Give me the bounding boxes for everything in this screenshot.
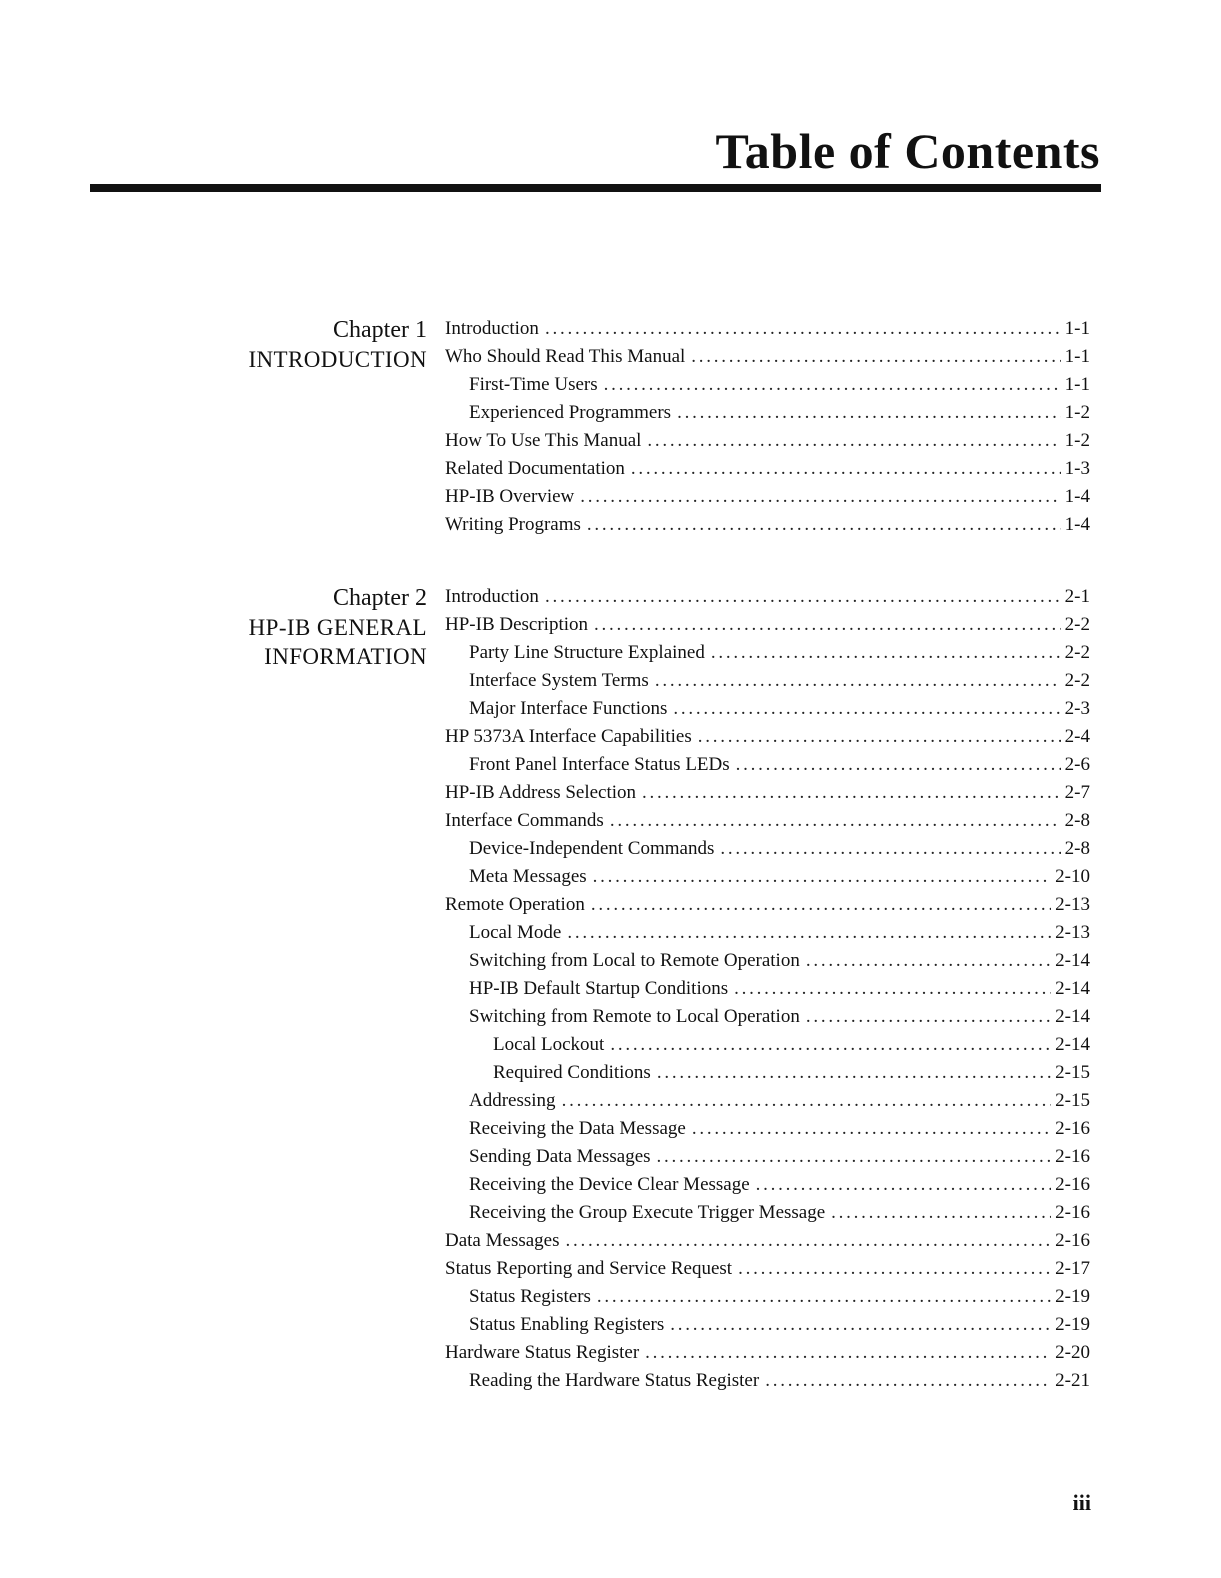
toc-entry-page: 2-6 <box>1064 754 1090 775</box>
toc-entry <box>445 1090 1090 1118</box>
toc-entry-page: 2-2 <box>1064 670 1090 691</box>
toc-entry-title: Interface Commands <box>445 810 604 831</box>
toc-entry-title: Related Documentation <box>445 458 625 479</box>
toc-entry-page: 2-16 <box>1055 1202 1090 1223</box>
dot-leader <box>657 1062 1051 1084</box>
dot-leader <box>567 922 1051 944</box>
toc-entry-page: 2-13 <box>1055 894 1090 915</box>
dot-leader <box>593 866 1052 888</box>
toc-entry <box>445 1202 1090 1230</box>
toc-entry-page: 1-4 <box>1064 486 1090 507</box>
dot-leader <box>711 642 1061 664</box>
dot-leader <box>594 614 1061 636</box>
toc-entry <box>445 1258 1090 1286</box>
toc-entry <box>445 1118 1090 1146</box>
chapter-1-toc-list <box>445 318 1090 542</box>
toc-entry-title: Front Panel Interface Status LEDs <box>469 754 730 775</box>
dot-leader <box>806 1006 1051 1028</box>
toc-entry <box>445 670 1090 698</box>
toc-entry-title: Introduction <box>445 318 539 339</box>
toc-entry <box>445 1034 1090 1062</box>
dot-leader <box>734 978 1051 1000</box>
dot-leader <box>647 430 1060 452</box>
dot-leader <box>692 1118 1051 1140</box>
toc-entry-title: Addressing <box>469 1090 556 1111</box>
dot-leader <box>698 726 1061 748</box>
toc-entry-page: 1-1 <box>1064 318 1090 339</box>
chapter-2-heading <box>249 584 427 671</box>
chapter-2-number: Chapter 2 <box>333 585 427 611</box>
dot-leader <box>720 838 1060 860</box>
toc-entry <box>445 838 1090 866</box>
toc-entry-page: 2-17 <box>1055 1258 1090 1279</box>
toc-entry-title: Data Messages <box>445 1230 560 1251</box>
toc-entry-page: 2-20 <box>1055 1342 1090 1363</box>
dot-leader <box>657 1146 1052 1168</box>
toc-entry-title: Experienced Programmers <box>469 402 672 423</box>
dot-leader <box>756 1174 1052 1196</box>
toc-entry-title: Status Enabling Registers <box>469 1314 665 1335</box>
toc-entry-title: Meta Messages <box>469 866 587 887</box>
toc-entry <box>445 726 1090 754</box>
dot-leader <box>806 950 1051 972</box>
toc-entry <box>445 894 1090 922</box>
toc-entry-title: Remote Operation <box>445 894 585 915</box>
toc-entry-page: 1-4 <box>1064 514 1090 535</box>
toc-entry-page: 2-2 <box>1064 614 1090 635</box>
toc-entry-page: 2-4 <box>1064 726 1090 747</box>
toc-entry <box>445 922 1090 950</box>
toc-entry-title: HP 5373A Interface Capabilities <box>445 726 692 747</box>
toc-entry <box>445 810 1090 838</box>
toc-entry-title: HP-IB Overview <box>445 486 575 507</box>
toc-entry <box>445 1286 1090 1314</box>
toc-entry-page: 2-8 <box>1064 838 1090 859</box>
toc-entry-page: 2-21 <box>1055 1370 1090 1391</box>
toc-entry-title: Party Line Structure Explained <box>469 642 705 663</box>
toc-entry-title: Required Conditions <box>493 1062 651 1083</box>
toc-entry <box>445 642 1090 670</box>
toc-entry <box>445 978 1090 1006</box>
toc-entry-page: 2-14 <box>1055 1006 1090 1027</box>
toc-entry-title: Status Reporting and Service Request <box>445 1258 733 1279</box>
dot-leader <box>580 486 1060 508</box>
dot-leader <box>562 1090 1052 1112</box>
dot-leader <box>670 1314 1051 1336</box>
toc-entry <box>445 950 1090 978</box>
chapter-1-number: Chapter 1 <box>333 317 427 343</box>
toc-entry-page: 2-3 <box>1064 698 1090 719</box>
toc-entry-title: Local Mode <box>469 922 562 943</box>
toc-entry <box>445 1370 1090 1398</box>
toc-entry-page: 1-1 <box>1064 346 1090 367</box>
toc-entry-page: 2-10 <box>1055 866 1090 887</box>
dot-leader <box>677 402 1061 424</box>
toc-entry-page: 1-1 <box>1064 374 1090 395</box>
chapter-2-name-line-2: INFORMATION <box>264 644 427 669</box>
toc-entry-page: 2-7 <box>1064 782 1090 803</box>
dot-leader <box>691 346 1060 368</box>
toc-entry-title: Who Should Read This Manual <box>445 346 686 367</box>
toc-entry-page: 2-2 <box>1064 642 1090 663</box>
toc-entry-page: 2-8 <box>1064 810 1090 831</box>
toc-entry-title: Switching from Local to Remote Operation <box>469 950 800 971</box>
toc-entry <box>445 1342 1090 1370</box>
toc-entry <box>445 754 1090 782</box>
toc-entry-title: HP-IB Default Startup Conditions <box>469 978 729 999</box>
dot-leader <box>545 586 1061 608</box>
toc-entry-title: Switching from Remote to Local Operation <box>469 1006 800 1027</box>
toc-entry <box>445 458 1090 486</box>
toc-entry-title: Reading the Hardware Status Register <box>469 1370 760 1391</box>
toc-entry <box>445 1314 1090 1342</box>
dot-leader <box>655 670 1061 692</box>
dot-leader <box>831 1202 1051 1224</box>
toc-entry-page: 1-3 <box>1064 458 1090 479</box>
toc-entry-title: Sending Data Messages <box>469 1146 651 1167</box>
dot-leader <box>604 374 1061 396</box>
chapter-1-heading <box>248 316 427 374</box>
dot-leader <box>610 1034 1051 1056</box>
toc-entry-title: Major Interface Functions <box>469 698 668 719</box>
dot-leader <box>738 1258 1051 1280</box>
toc-entry-title: HP-IB Description <box>445 614 589 635</box>
toc-entry <box>445 346 1090 374</box>
dot-leader <box>642 782 1061 804</box>
toc-entry-title: HP-IB Address Selection <box>445 782 637 803</box>
toc-entry <box>445 586 1090 614</box>
toc-entry-title: Receiving the Group Execute Trigger Message <box>469 1202 826 1223</box>
toc-entry <box>445 1230 1090 1258</box>
toc-entry-page: 2-14 <box>1055 978 1090 999</box>
dot-leader <box>566 1230 1052 1252</box>
chapter-2-name-line-1: HP-IB GENERAL <box>248 615 427 640</box>
toc-entry <box>445 782 1090 810</box>
page-title: Table of Contents <box>715 123 1100 179</box>
title-rule <box>90 184 1101 192</box>
toc-entry <box>445 698 1090 726</box>
toc-entry-page: 2-16 <box>1055 1146 1090 1167</box>
toc-entry <box>445 1146 1090 1174</box>
toc-entry <box>445 318 1090 346</box>
toc-entry-title: Receiving the Device Clear Message <box>469 1174 750 1195</box>
toc-entry-page: 2-14 <box>1055 1034 1090 1055</box>
toc-entry-page: 2-14 <box>1055 950 1090 971</box>
toc-entry-title: Status Registers <box>469 1286 591 1307</box>
toc-entry <box>445 614 1090 642</box>
chapter-1-name: INTRODUCTION <box>248 347 427 372</box>
toc-entry-title: Local Lockout <box>493 1034 605 1055</box>
dot-leader <box>597 1286 1051 1308</box>
toc-entry-page: 2-16 <box>1055 1230 1090 1251</box>
dot-leader <box>545 318 1061 340</box>
dot-leader <box>587 514 1061 536</box>
toc-entry-title: Hardware Status Register <box>445 1342 640 1363</box>
toc-entry <box>445 1174 1090 1202</box>
toc-entry-title: Writing Programs <box>445 514 581 535</box>
toc-entry-page: 1-2 <box>1064 402 1090 423</box>
page-number: iii <box>1072 1490 1091 1515</box>
dot-leader <box>736 754 1061 776</box>
dot-leader <box>765 1370 1051 1392</box>
toc-entry-title: Receiving the Data Message <box>469 1118 686 1139</box>
dot-leader <box>673 698 1060 720</box>
toc-entry-title: First-Time Users <box>469 374 598 395</box>
toc-entry-page: 2-16 <box>1055 1118 1090 1139</box>
toc-entry <box>445 514 1090 542</box>
toc-entry <box>445 486 1090 514</box>
dot-leader <box>631 458 1061 480</box>
dot-leader <box>610 810 1061 832</box>
toc-entry-page: 2-16 <box>1055 1174 1090 1195</box>
toc-entry-title: Device-Independent Commands <box>469 838 715 859</box>
toc-entry <box>445 430 1090 458</box>
toc-entry-page: 2-19 <box>1055 1314 1090 1335</box>
toc-entry <box>445 1006 1090 1034</box>
toc-entry <box>445 1062 1090 1090</box>
dot-leader <box>645 1342 1051 1364</box>
toc-entry-page: 2-19 <box>1055 1286 1090 1307</box>
dot-leader <box>591 894 1051 916</box>
toc-entry-title: How To Use This Manual <box>445 430 642 451</box>
chapter-2-toc-list <box>445 586 1090 1398</box>
toc-entry-page: 2-13 <box>1055 922 1090 943</box>
toc-entry <box>445 402 1090 430</box>
toc-entry-page: 2-1 <box>1064 586 1090 607</box>
toc-entry-page: 2-15 <box>1055 1090 1090 1111</box>
toc-entry-page: 2-15 <box>1055 1062 1090 1083</box>
toc-entry <box>445 374 1090 402</box>
toc-entry-title: Interface System Terms <box>469 670 649 691</box>
toc-entry <box>445 866 1090 894</box>
toc-entry-title: Introduction <box>445 586 539 607</box>
toc-entry-page: 1-2 <box>1064 430 1090 451</box>
